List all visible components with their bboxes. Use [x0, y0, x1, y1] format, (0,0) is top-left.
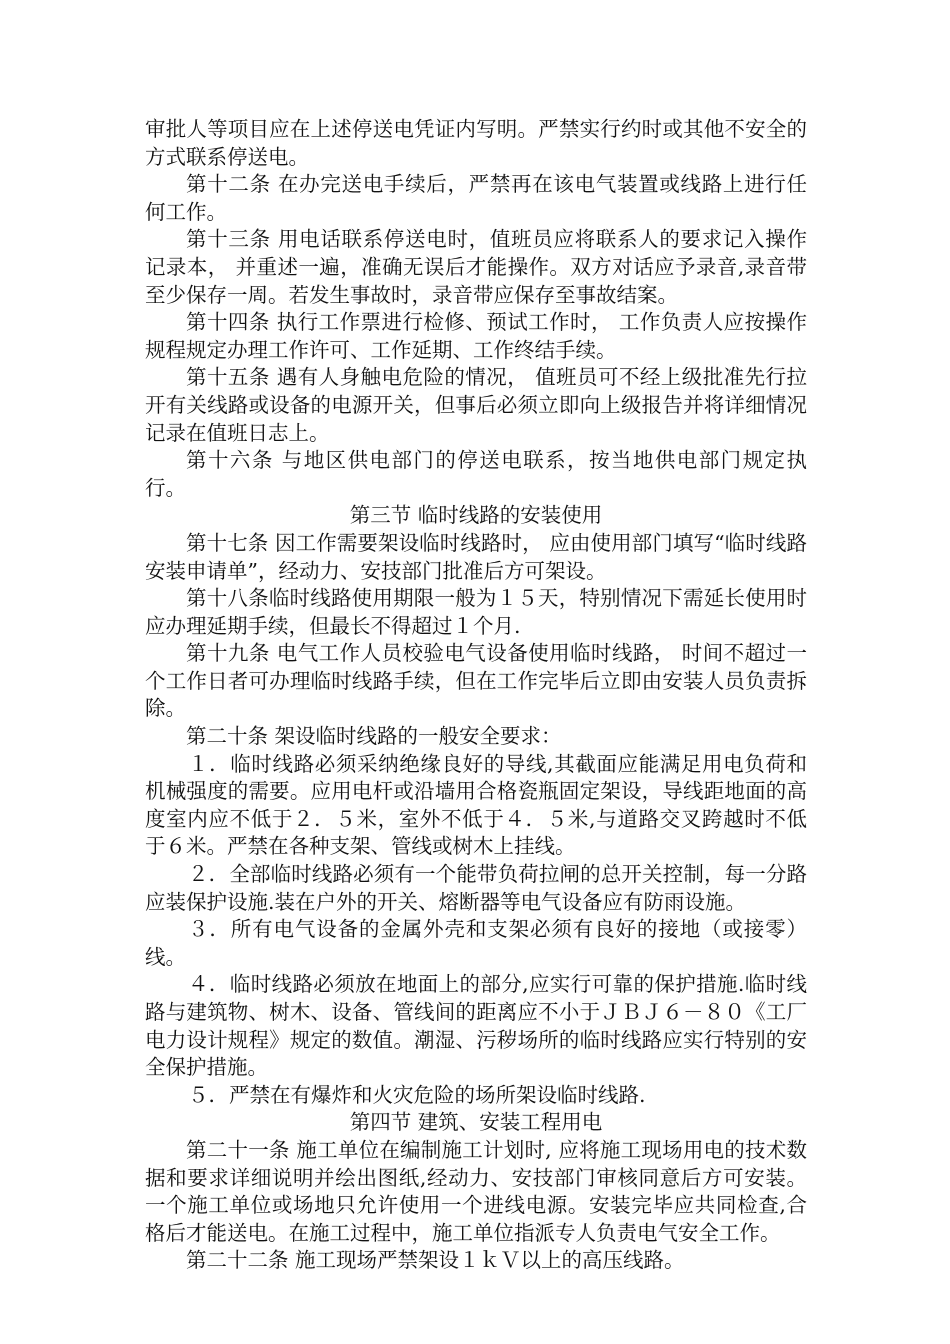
paragraph-continuation: 审批人等项目应在上述停送电凭证内写明。严禁实行约时或其他不安全的方式联系停送电。: [145, 117, 807, 169]
paragraph-article-19: 第十九条 电气工作人员校验电气设备使用临时线路， 时间不超过一个工作日者可办理临时线路手续，但在工作完毕后立即由安装人员负责拆除。: [145, 641, 807, 721]
paragraph-article-18: 第十八条临时线路使用期限一般为１５天，特别情况下需延长使用时应办理延期手续，但最长不得超过１个月.: [145, 586, 807, 638]
paragraph-article-12: 第十二条 在办完送电手续后，严禁再在该电气装置或线路上进行任何工作。: [145, 172, 807, 224]
paragraph-article-21: 第二十一条 施工单位在编制施工计划时, 应将施工现场用电的技术数据和要求详细说明并绘出图纸,经动力、安技部门审核同意后方可安装。一个施工单位或场地只允许使用一个进线电源。安装完毕应共同检查,合格后才能送电。在施工过程中，施工单位指派专人负责电气安全工作。: [145, 1137, 807, 1245]
paragraph-article-14: 第十四条 执行工作票进行检修、预试工作时， 工作负责人应按操作规程规定办理工作许可、工作延期、工作终结手续。: [145, 310, 807, 362]
section-heading-3: 第三节 临时线路的安装使用: [349, 503, 603, 528]
paragraph-article-22: 第二十二条 施工现场严禁架设１ｋＶ以上的高压线路。: [186, 1248, 685, 1273]
list-item-5: ５．严禁在有爆炸和火灾危险的场所架设临时线路.: [188, 1082, 646, 1107]
section-heading-4: 第四节 建筑、安装工程用电: [349, 1110, 603, 1135]
list-item-3: ３．所有电气设备的金属外壳和支架必须有良好的接地（或接零）线。: [145, 917, 807, 969]
paragraph-article-17: 第十七条 因工作需要架设临时线路时， 应由使用部门填写“临时线路安装申请单”，经动力、安技部门批准后方可架设。: [145, 530, 807, 583]
paragraph-article-16: 第十六条 与地区供电部门的停送电联系，按当地供电部门规定执行。: [145, 448, 807, 500]
paragraph-article-13: 第十三条 用电话联系停送电时，值班员应将联系人的要求记入操作记录本， 并重述一遍，准确无误后才能操作。双方对话应予录音,录音带至少保存一周。若发生事故时，录音带应保存至事故结案。: [145, 227, 807, 307]
list-item-2: ２．全部临时线路必须有一个能带负荷拉闸的总开关控制，每一分路应装保护设施.装在户外的开关、熔断器等电气设备应有防雨设施。: [145, 862, 807, 914]
paragraph-article-20: 第二十条 架设临时线路的一般安全要求：: [186, 724, 562, 749]
document-page: [145, 116, 807, 1275]
list-item-1: １．临时线路必须采纳绝缘良好的导线,其截面应能满足用电负荷和机械强度的需要。应用电杆或沿墙用合格瓷瓶固定架设，导线距地面的高度室内应不低于２．５米，室外不低于４．５米,与道路交叉跨越时不低于６米。严禁在各种支架、管线或树木上挂线。: [145, 751, 807, 859]
paragraph-article-15: 第十五条 遇有人身触电危险的情况， 值班员可不经上级批准先行拉开有关线路或设备的电源开关，但事后必须立即向上级报告并将详细情况记录在值班日志上。: [145, 365, 807, 445]
list-item-4: ４．临时线路必须放在地面上的部分,应实行可靠的保护措施.临时线路与建筑物、树木、设备、管线间的距离应不小于ＪＢＪ６－８０《工厂电力设计规程》规定的数值。潮湿、污秽场所的临时线路应实行特别的安全保护措施。: [145, 972, 807, 1080]
